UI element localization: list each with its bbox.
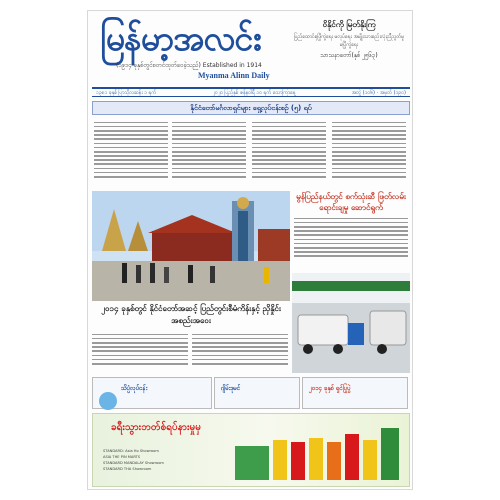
- lead-story-headline: ၂၀၁၄ ခုနှစ်တွင် နိုင်ငံတော်အဆင့် ပြည်တွင်းစီမံကိန်းနှင့် ညှိနှိုင်းအစည်းအဝေး: [101, 304, 281, 325]
- ad-block-1: [92, 377, 212, 409]
- masthead-slogan: ဝိနိုင်ကို မြတ်နိုးကြ: [322, 20, 376, 29]
- side-story-headline: မွန်ပြည်နယ်တွင် စက်သုံးဆီ ဖြတ်လမ်းရောင်းချမှု ဆောင်ရွက်: [296, 192, 406, 212]
- banner-ad-lines: [103, 448, 213, 472]
- banner-ad-line: STANDARD THA Showroom: [103, 467, 152, 471]
- ad-block-2-title: ဂျိမ်းဒုမင်: [221, 385, 241, 392]
- banner-ad-line: STANDARD: Asia Ho Showroom: [103, 449, 159, 453]
- banner-ad-title: ခရီးသွားဘတ်စ်ရပ်နားမှုမှ: [111, 422, 201, 433]
- text-column-3: [252, 119, 326, 189]
- dateline: [92, 87, 410, 97]
- masthead-title: မြန်မာ့အလင်း: [100, 19, 261, 59]
- masthead-slogan-sub: ပြည်ထောင်စုဖြိုကွဲရေး မလုပ်ရေး အမျိုးသားစည်းလုံးညီညွတ်မှု မပြိုကွဲရေး: [293, 34, 405, 48]
- fuel-station-photo: [292, 273, 410, 373]
- temple-scene-image: [92, 191, 290, 301]
- ad-block-3-title: ၂၀၁၄ ခုနှစ် ရှင်ပြုပွဲ: [309, 385, 351, 392]
- ad-block-2: [214, 377, 300, 409]
- masthead-subtitle: (၁၉၁၄ ခုနှစ်တွင်စတင်ထုတ်ဝေခဲ့သည်) Established in 1914: [116, 62, 262, 69]
- banner-ad-line: ASIA THE PIN MARTS: [103, 455, 141, 459]
- side-story: [292, 191, 410, 271]
- lead-story-body: [92, 331, 290, 373]
- dateline-right: အတွဲ (၁၀၆) · အမှတ် (၁၉၀): [351, 90, 406, 96]
- banner-advertisement: [92, 413, 410, 487]
- lead-story-col-1: [92, 331, 188, 373]
- text-column-4: [332, 119, 406, 189]
- lead-photo-temple: [92, 191, 290, 301]
- dateline-center: ၂၀၂၀ ပြည့်နှစ် ဇန်နဝါရီ ၁၀ ရက် သောကြာနေ့: [212, 90, 296, 96]
- masthead-slogan-box: [292, 19, 406, 77]
- dateline-left: ၁၃၈၁ ခုနှစ် ပြာသိုလဆန်း ၁ ရက်: [96, 90, 157, 96]
- masthead-english-title: Myanma Alinn Daily: [198, 71, 270, 80]
- lead-story-col-2: [192, 331, 288, 373]
- ad-block-1-title: သိပ္ပံလုပ်ငန်း: [121, 385, 148, 392]
- text-column-1: [94, 119, 168, 189]
- side-story-text: [294, 215, 408, 269]
- headline-bar: နိုင်ငံတော်မင်္ဂလာရှင်များ ရှေ့လုပ်ငန်းစဉ် (၅) ရပ်: [92, 101, 410, 115]
- fuel-trucks-image: [292, 273, 410, 373]
- masthead: [92, 15, 410, 85]
- product-cans-image: [231, 420, 407, 484]
- ad-row: [92, 377, 410, 409]
- banner-ad-line: STANDARD MANDALAY Showroom: [103, 461, 164, 465]
- ad-block-3: [302, 377, 408, 409]
- newspaper-front-page: [87, 10, 413, 490]
- logo-icon: [99, 392, 117, 410]
- masthead-slogan-footer: သာသနာတော်(နှစ် ၂၅၆၃): [320, 52, 378, 59]
- text-column-2: [172, 119, 246, 189]
